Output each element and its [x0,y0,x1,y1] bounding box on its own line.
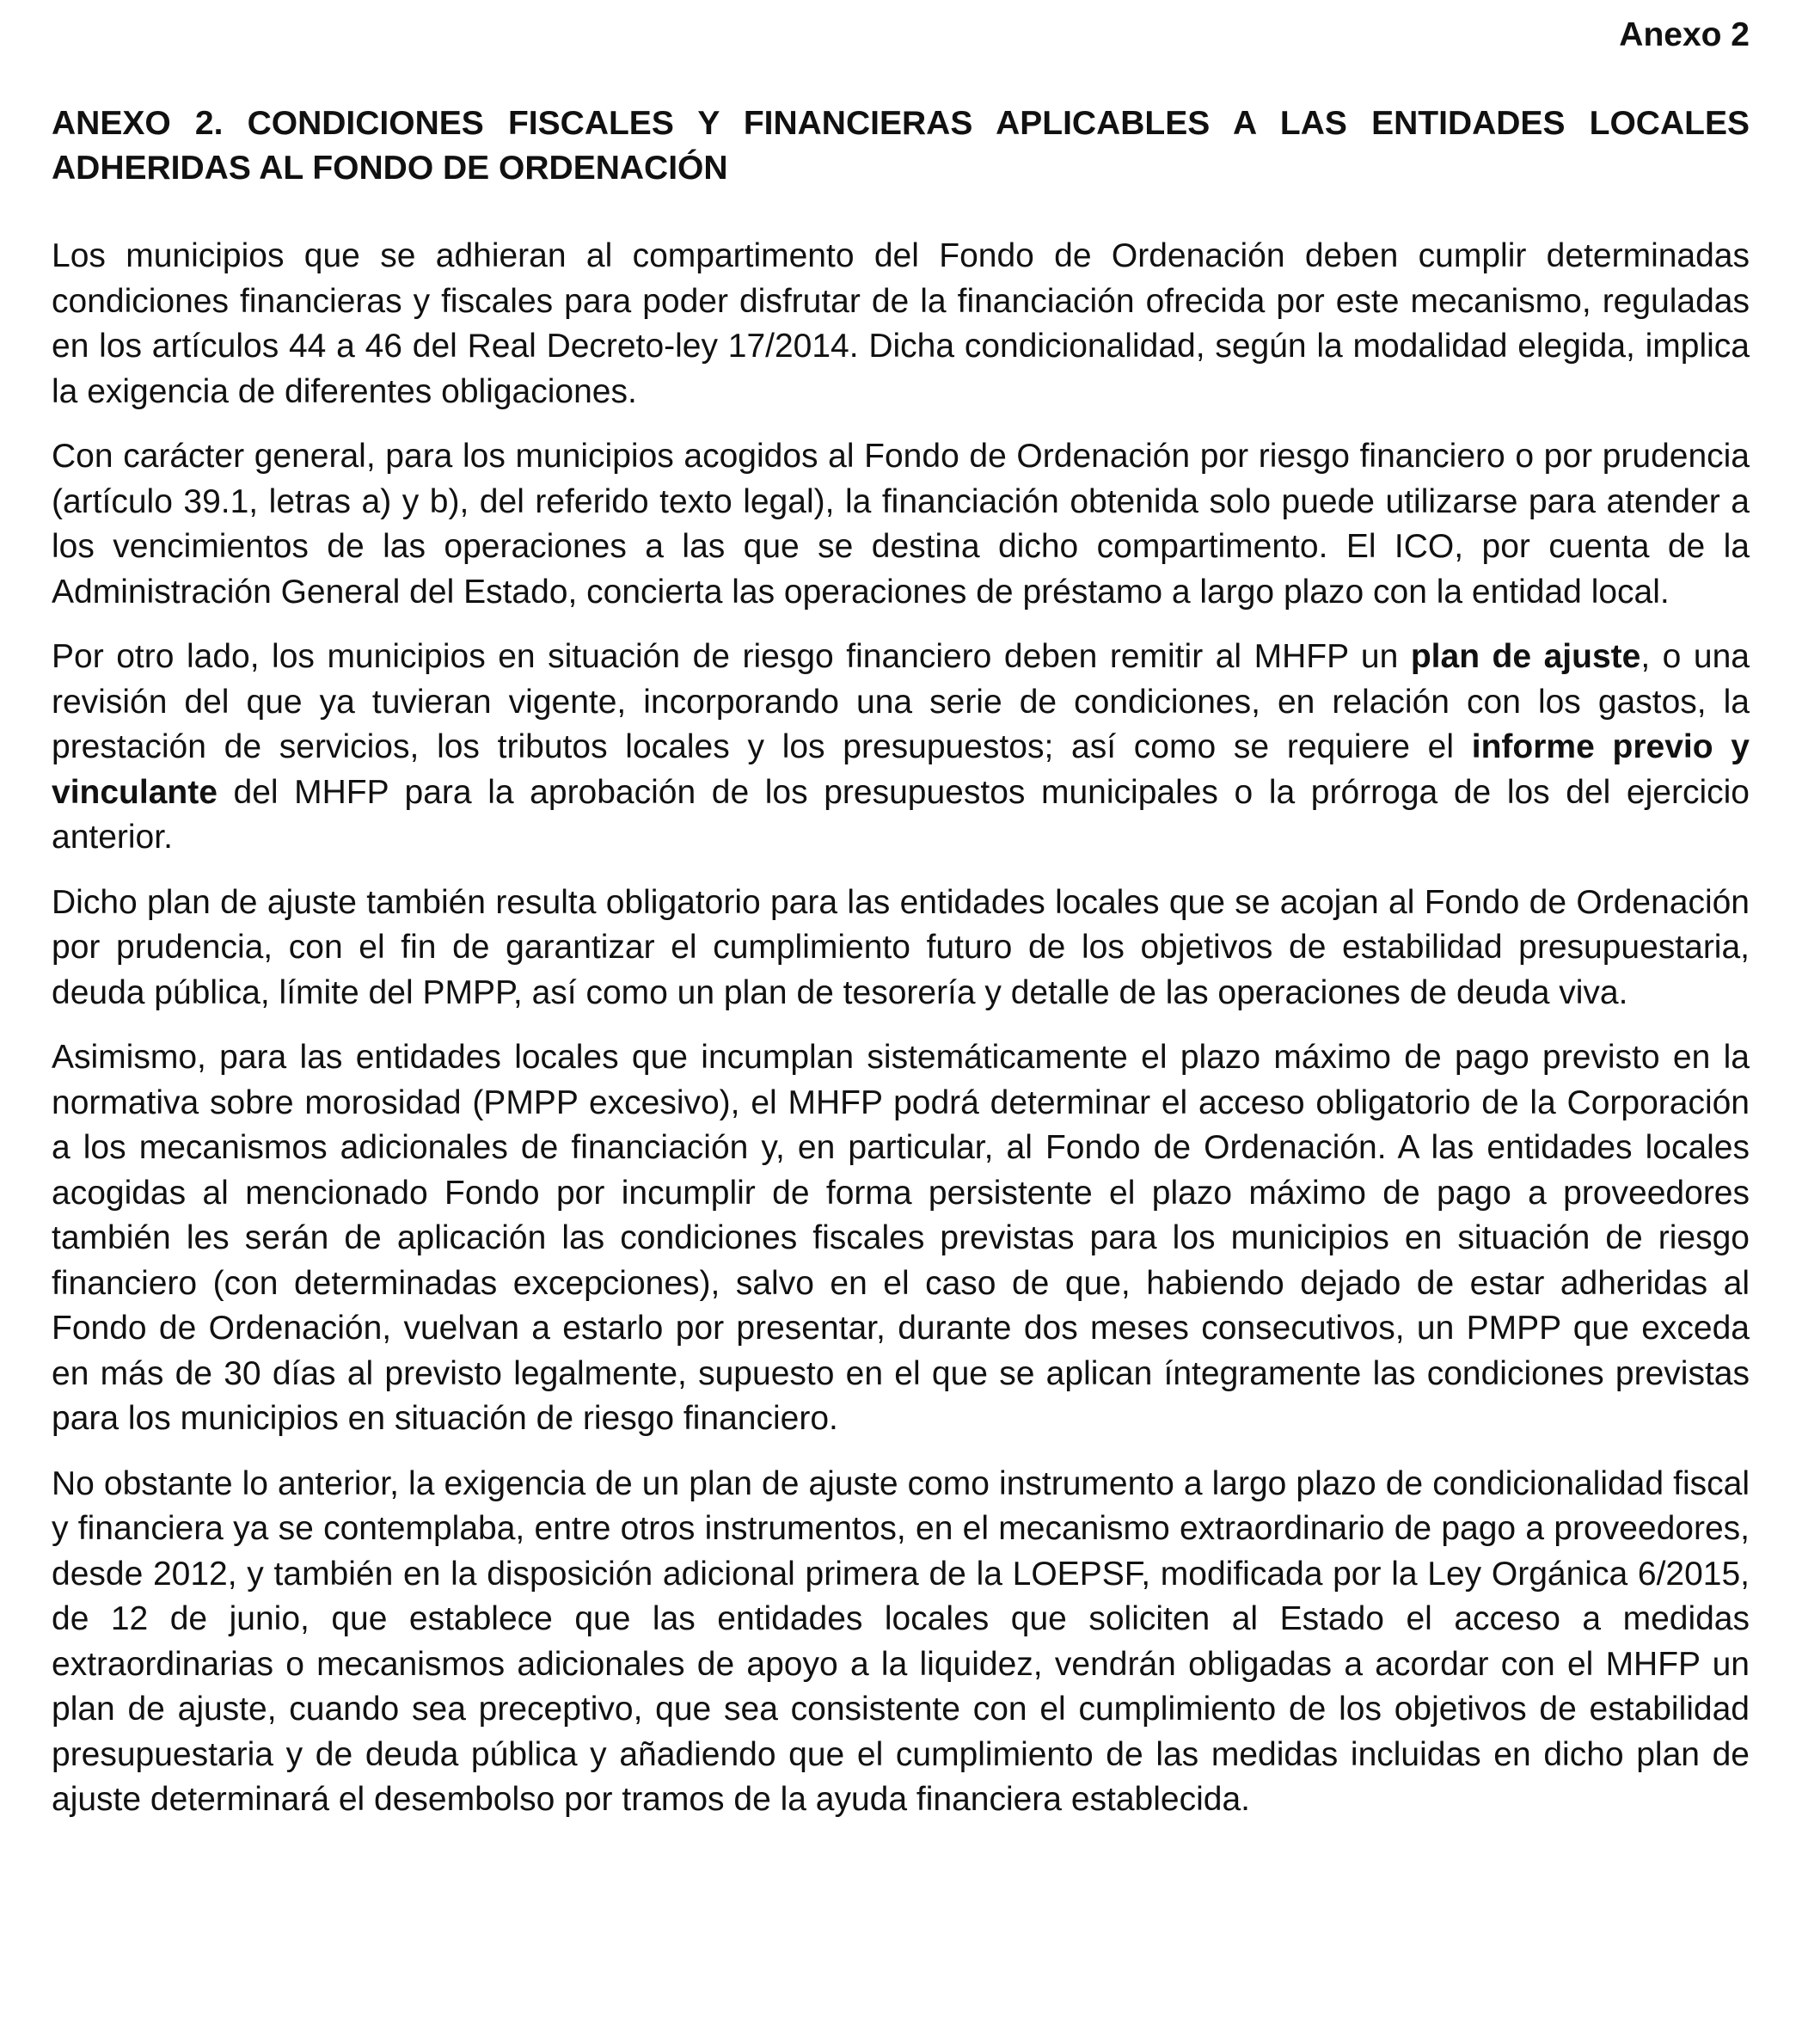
paragraph-5: Asimismo, para las entidades locales que incumplan sistemáticamente el plazo máximo de pago previsto en la normativa sobre morosidad (PMPP excesivo), el MHFP podrá determinar el acceso obligatorio de la Corporación a los mecanismos adicionales de financiación y, en particular, al Fondo de Ordenación. A las entidades locales acogidas al mencionado Fondo por incumplir de forma persistente el plazo máximo de pago a proveedores también les serán de aplicación las condiciones fiscales previstas para los municipios en situación de riesgo financiero (con determinadas excepciones), salvo en el caso de que, habiendo dejado de estar adheridas al Fondo de Ordenación, vuelvan a estarlo por presentar, durante dos meses consecutivos, un PMPP que exceda en más de 30 días al previsto legalmente, supuesto en el que se aplican íntegramente las condiciones previstas para los municipios en situación de riesgo financiero. [52,1039,1750,1437]
paragraph-3-text-3: del MHFP para la aprobación de los presupuestos municipales o la prórroga de los del ejercicio anterior. [52,773,1750,856]
plan-de-ajuste-emphasis: plan de ajuste [1410,638,1641,675]
document-body [52,234,1750,1843]
document-title: ANEXO 2. CONDICIONES FISCALES Y FINANCIERAS APLICABLES A LAS ENTIDADES LOCALES ADHERIDAS AL FONDO DE ORDENACIÓN [52,105,1750,187]
annex-label: Anexo 2 [1619,16,1750,53]
paragraph-4: Dicho plan de ajuste también resulta obligatorio para las entidades locales que se acojan al Fondo de Ordenación por prudencia, con el fin de garantizar el cumplimiento futuro de los objetivos de estabilidad presupuestaria, deuda pública, límite del PMPP, así como un plan de tesorería y detalle de las operaciones de deuda viva. [52,883,1750,1011]
paragraph-3-text-2: , o una revisión del que ya tuvieran vigente, incorporando una serie de condiciones, en relación con los gastos, la prestación de servicios, los tributos locales y los presupuestos; así como se requiere el [52,638,1750,765]
paragraph-3 [52,635,1750,861]
paragraph-3-text-1: Por otro lado, los municipios en situación de riesgo financiero deben remitir al MHFP un [52,638,1411,675]
paragraph-2: Con carácter general, para los municipios acogidos al Fondo de Ordenación por riesgo financiero o por prudencia (artículo 39.1, letras a) y b), del referido texto legal), la financiación obtenida solo puede utilizarse para atender a los vencimientos de las operaciones a las que se destina dicho compartimento. El ICO, por cuenta de la Administración General del Estado, concierta las operaciones de préstamo a largo plazo con la entidad local. [52,438,1750,611]
informe-previo-emphasis: informe previo y vinculante [52,728,1750,811]
paragraph-6: No obstante lo anterior, la exigencia de un plan de ajuste como instrumento a largo plazo de condicionalidad fiscal y financiera ya se contemplaba, entre otros instrumentos, en el mecanismo extraordinario de pago a proveedores, desde 2012, y también en la disposición adicional primera de la LOEPSF, modificada por la Ley Orgánica 6/2015, de 12 de junio, que establece que las entidades locales que soliciten al Estado el acceso a medidas extraordinarias o mecanismos adicionales de apoyo a la liquidez, vendrán obligadas a acordar con el MHFP un plan de ajuste, cuando sea preceptivo, que sea consistente con el cumplimiento de los objetivos de estabilidad presupuestaria y de deuda pública y añadiendo que el cumplimiento de las medidas incluidas en dicho plan de ajuste determinará el desembolso por tramos de la ayuda financiera establecida. [52,1464,1750,1818]
paragraph-1: Los municipios que se adhieran al compartimento del Fondo de Ordenación deben cumplir determinadas condiciones financieras y fiscales para poder disfrutar de la financiación ofrecida por este mecanismo, reguladas en los artículos 44 a 46 del Real Decreto-ley 17/2014. Dicha condicionalidad, según la modalidad elegida, implica la exigencia de diferentes obligaciones. [52,237,1750,410]
